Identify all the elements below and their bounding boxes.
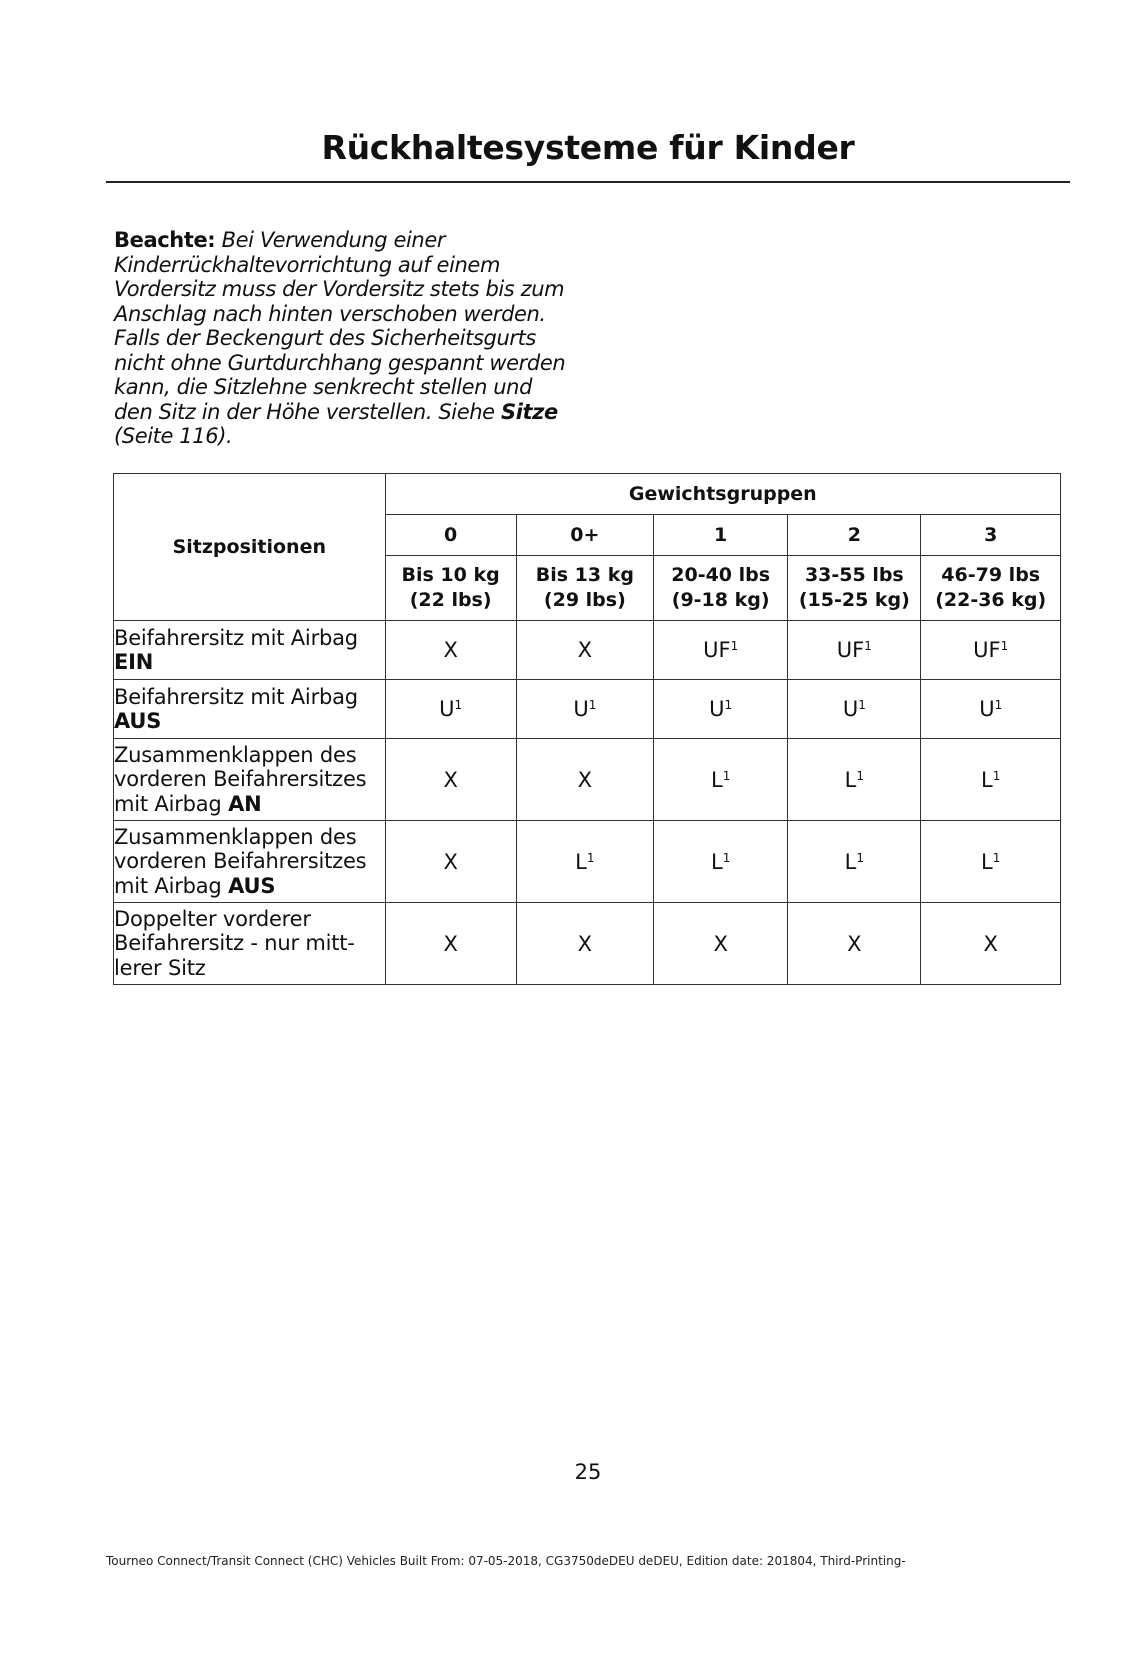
table-cell: $L^1$ bbox=[788, 821, 921, 903]
seat-position-label bbox=[114, 821, 386, 903]
group-weight-range bbox=[788, 556, 921, 621]
seat-label-text: Doppelter vorderer bbox=[114, 906, 311, 931]
table-cell: X bbox=[385, 739, 516, 821]
table-row bbox=[114, 821, 1061, 903]
group-number: 1 bbox=[654, 515, 788, 556]
range-line: (22-36 kg) bbox=[935, 589, 1047, 611]
table-cell: $UF^1$ bbox=[654, 621, 788, 680]
seat-label-text: vorderen Beifahrersitzes bbox=[114, 849, 367, 874]
range-line: (9-18 kg) bbox=[671, 589, 770, 611]
seat-label-text: lerer Sitz bbox=[114, 955, 206, 980]
table-row bbox=[114, 680, 1061, 739]
note-text: Bei Verwendung einer Kinderrückhaltevorrichtung auf einem Vordersitz muss der Vordersitz stets bis zum Anschlag nach hinten verschoben werden. Falls der Beckengurt des Sicherheitsgurts nicht ohne Gurtdurchhang gespannt werden kann, die Sitzlehne senkrecht stellen und den Sitz in der Höhe verstellen. Siehe bbox=[114, 228, 566, 424]
seat-label-text: Zusammenklappen des bbox=[114, 824, 357, 849]
seat-position-label bbox=[114, 621, 386, 680]
seat-label-text: Zusammenklappen des bbox=[114, 742, 357, 767]
group-weight-range bbox=[654, 556, 788, 621]
table-cell: $L^1$ bbox=[921, 739, 1061, 821]
table-cell: X bbox=[516, 621, 653, 680]
table-cell: $L^1$ bbox=[654, 821, 788, 903]
table-row bbox=[114, 739, 1061, 821]
table-cell: $U^1$ bbox=[516, 680, 653, 739]
title-divider bbox=[106, 181, 1070, 183]
table-cell: $L^1$ bbox=[921, 821, 1061, 903]
range-line: (15-25 kg) bbox=[798, 589, 910, 611]
group-number: 2 bbox=[788, 515, 921, 556]
seat-label-bold: AN bbox=[228, 791, 262, 816]
table-cell: $L^1$ bbox=[654, 739, 788, 821]
note-lead: Beachte: bbox=[114, 228, 216, 252]
range-line: 20-40 lbs bbox=[671, 564, 771, 586]
page-number: 25 bbox=[574, 1460, 602, 1484]
seat-label-bold: AUS bbox=[114, 709, 162, 733]
table-cell: $UF^1$ bbox=[788, 621, 921, 680]
table-cell: X bbox=[516, 739, 653, 821]
child-seat-table bbox=[113, 473, 1061, 985]
group-weight-range bbox=[516, 556, 653, 621]
seat-label-text: Beifahrersitz - nur mitt- bbox=[114, 931, 355, 956]
table-cell: X bbox=[385, 821, 516, 903]
seat-label-text: mit Airbag bbox=[114, 791, 222, 816]
table-cell: $U^1$ bbox=[654, 680, 788, 739]
table-cell: $UF^1$ bbox=[921, 621, 1061, 680]
table-cell: $U^1$ bbox=[788, 680, 921, 739]
range-line: Bis 13 kg bbox=[535, 564, 634, 586]
group-number: 0 bbox=[385, 515, 516, 556]
page-title: Rückhaltesysteme für Kinder bbox=[321, 128, 855, 167]
table-cell: $U^1$ bbox=[921, 680, 1061, 739]
table-row bbox=[114, 903, 1061, 985]
table-row bbox=[114, 621, 1061, 680]
range-line: (29 lbs) bbox=[543, 589, 626, 611]
table-cell: X bbox=[385, 621, 516, 680]
note-page-ref: (Seite 116). bbox=[114, 424, 233, 448]
group-weight-range bbox=[385, 556, 516, 621]
seat-label-bold: AUS bbox=[228, 873, 276, 898]
table-cell: $L^1$ bbox=[788, 739, 921, 821]
table-cell: X bbox=[921, 903, 1061, 985]
seat-position-label bbox=[114, 903, 386, 985]
header-seat-positions: Sitzpositionen bbox=[114, 474, 386, 621]
seat-label-text: Beifahrersitz mit Airbag bbox=[114, 625, 358, 650]
range-line: Bis 10 kg bbox=[401, 564, 500, 586]
table-cell: X bbox=[516, 903, 653, 985]
seat-label-text: vorderen Beifahrersitzes bbox=[114, 767, 367, 792]
header-weight-groups: Gewichtsgruppen bbox=[385, 474, 1060, 515]
seat-label-bold: EIN bbox=[114, 650, 154, 674]
range-line: 46-79 lbs bbox=[941, 564, 1041, 586]
seat-position-label bbox=[114, 680, 386, 739]
group-number: 0+ bbox=[516, 515, 653, 556]
table-cell: X bbox=[385, 903, 516, 985]
group-weight-range bbox=[921, 556, 1061, 621]
table-cell: X bbox=[788, 903, 921, 985]
seat-label-text: Beifahrersitz mit Airbag bbox=[114, 684, 358, 709]
range-line: (22 lbs) bbox=[409, 589, 492, 611]
table-cell: $L^1$ bbox=[516, 821, 653, 903]
note-paragraph bbox=[114, 228, 566, 449]
note-ref-link[interactable]: Sitze bbox=[500, 399, 558, 424]
table-cell: $U^1$ bbox=[385, 680, 516, 739]
table-cell: X bbox=[654, 903, 788, 985]
seat-position-label bbox=[114, 739, 386, 821]
footer-text: Tourneo Connect/Transit Connect (CHC) Vehicles Built From: 07-05-2018, CG3750deDEU deDEU, Edition date: 201804, Third-Printing- bbox=[106, 1554, 906, 1568]
range-line: 33-55 lbs bbox=[804, 564, 904, 586]
group-number: 3 bbox=[921, 515, 1061, 556]
seat-label-text: mit Airbag bbox=[114, 873, 222, 898]
